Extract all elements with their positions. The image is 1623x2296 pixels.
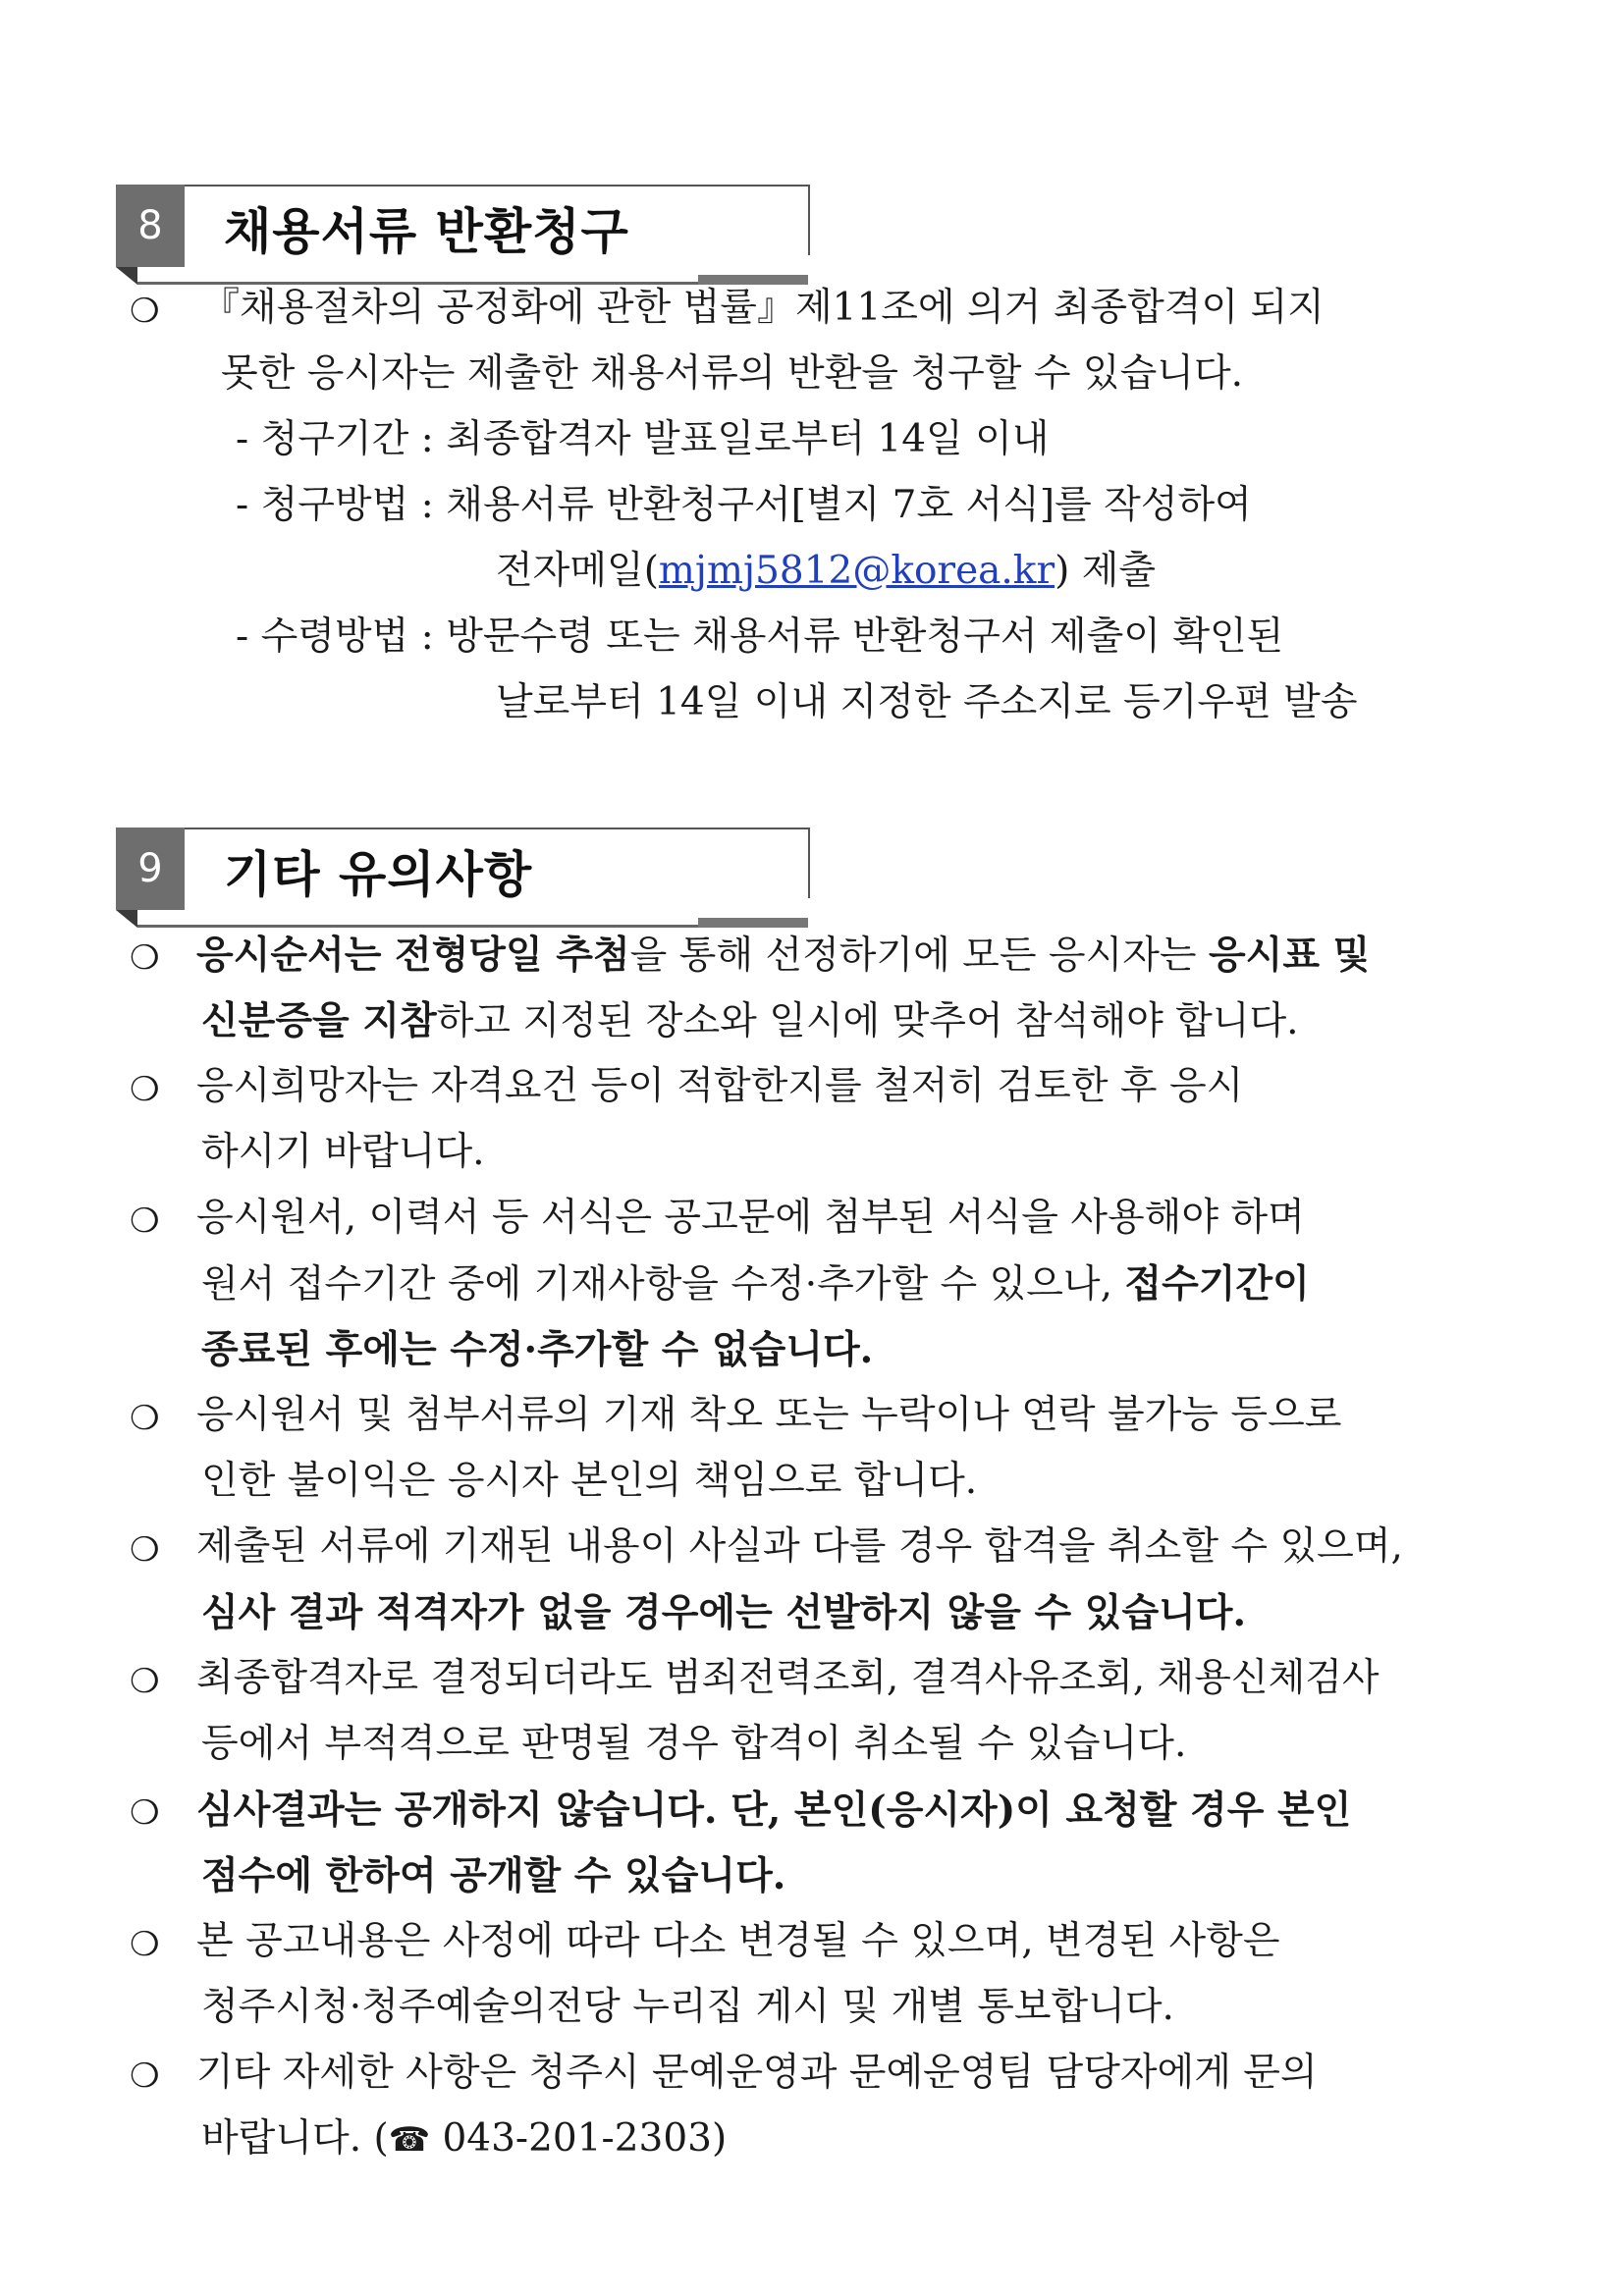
- phone-icon: ☎: [388, 2120, 431, 2160]
- bullet-icon: ❍: [130, 1530, 160, 1570]
- email-prefix: 전자메일(: [496, 549, 659, 593]
- receipt-method: - 수령방법 : 방문수령 또는 채용서류 반환청구서 제출이 확인된: [236, 614, 1284, 659]
- bullet-icon: ❍: [130, 1662, 160, 1701]
- notice-9-line-2: 바랍니다. (☎ 043-201-2303): [201, 2116, 728, 2161]
- notice-1-line-1: 응시순서는 전형당일 추첨을 통해 선정하기에 모든 응시자는 응시표 및: [196, 933, 1371, 978]
- section-8-line-2: 못한 응시자는 제출한 채용서류의 반환을 청구할 수 있습니다.: [221, 351, 1244, 396]
- email-suffix: ) 제출: [1055, 549, 1157, 593]
- notice-3-line-2: 원서 접수기간 중에 기재사항을 수정·추가할 수 있으나, 접수기간이: [201, 1261, 1310, 1307]
- notice-8-line-1: 본 공고내용은 사정에 따라 다소 변경될 수 있으며, 변경된 사항은: [196, 1919, 1280, 1963]
- notice-2-line-2: 하시기 바랍니다.: [201, 1130, 485, 1174]
- notice-6-line-2: 등에서 부적격으로 판명될 경우 합격이 취소될 수 있습니다.: [201, 1722, 1187, 1766]
- bullet-icon: ❍: [130, 938, 160, 978]
- bullet-icon: ❍: [130, 1399, 160, 1438]
- notice-3-line-3: 종료된 후에는 수정·추가할 수 없습니다.: [201, 1327, 874, 1372]
- notice-7-line-1: 심사결과는 공개하지 않습니다. 단, 본인(응시자)이 요청할 경우 본인: [196, 1788, 1352, 1833]
- notice-9-line-1: 기타 자세한 사항은 청주시 문예운영과 문예운영팀 담당자에게 문의: [196, 2051, 1318, 2095]
- notice-6-line-1: 최종합격자로 결정되더라도 범죄전력조회, 결격사유조회, 채용신체검사: [196, 1656, 1380, 1700]
- bullet-icon: ❍: [130, 2056, 160, 2096]
- bullet-icon: ❍: [130, 1070, 160, 1109]
- claim-period: - 청구기간 : 최종합격자 발표일로부터 14일 이내: [236, 417, 1050, 461]
- contact-phone: 043-201-2303): [430, 2116, 728, 2161]
- section-9-number: 9: [116, 828, 185, 910]
- bullet-icon: ❍: [130, 1201, 160, 1241]
- notice-5-line-1: 제출된 서류에 기재된 내용이 사실과 다를 경우 합격을 취소할 수 있으며,: [196, 1524, 1403, 1569]
- section-8-header-accent: [698, 275, 808, 285]
- claim-method-email-line: [496, 548, 1156, 595]
- receipt-method-cont: 날로부터 14일 이내 지정한 주소지로 등기우편 발송: [496, 680, 1358, 724]
- section-9-number-tail: [116, 910, 137, 928]
- notice-2-line-1: 응시희망자는 자격요건 등이 적합한지를 철저히 검토한 후 응시: [196, 1064, 1244, 1108]
- notice-4-line-2: 인한 불이익은 응시자 본인의 책임으로 합니다.: [201, 1459, 978, 1503]
- email-link[interactable]: mjmj5812@korea.kr: [658, 549, 1055, 593]
- section-8-line-1: 『채용절차의 공정화에 관한 법률』제11조에 의거 최종합격이 되지: [201, 286, 1325, 330]
- section-8-number: 8: [116, 185, 185, 267]
- section-9-title: 기타 유의사항: [224, 846, 533, 903]
- section-9-header-accent: [698, 918, 808, 928]
- notice-5-line-2: 심사 결과 적격자가 없을 경우에는 선발하지 않을 수 있습니다.: [201, 1590, 1247, 1635]
- section-8-number-tail: [116, 267, 137, 285]
- notice-1-line-2: 신분증을 지참하고 지정된 장소와 일시에 맞추어 참석해야 합니다.: [201, 998, 1299, 1043]
- bullet-icon: ❍: [130, 1793, 160, 1833]
- section-9-header: [116, 828, 808, 910]
- claim-method: - 청구방법 : 채용서류 반환청구서[별지 7호 서식]를 작성하여: [236, 483, 1252, 527]
- section-8-header: [116, 185, 808, 267]
- bullet-icon: ❍: [130, 292, 160, 331]
- notice-7-line-2: 점수에 한하여 공개할 수 있습니다.: [201, 1853, 786, 1898]
- notice-8-line-2: 청주시청·청주예술의전당 누리집 게시 및 개별 통보합니다.: [201, 1985, 1174, 2029]
- notice-3-line-1: 응시원서, 이력서 등 서식은 공고문에 첨부된 서식을 사용해야 하며: [196, 1196, 1305, 1240]
- bullet-icon: ❍: [130, 1925, 160, 1964]
- section-8-title: 채용서류 반환청구: [224, 203, 629, 260]
- notice-4-line-1: 응시원서 및 첨부서류의 기재 착오 또는 누락이나 연락 불가능 등으로: [196, 1393, 1342, 1437]
